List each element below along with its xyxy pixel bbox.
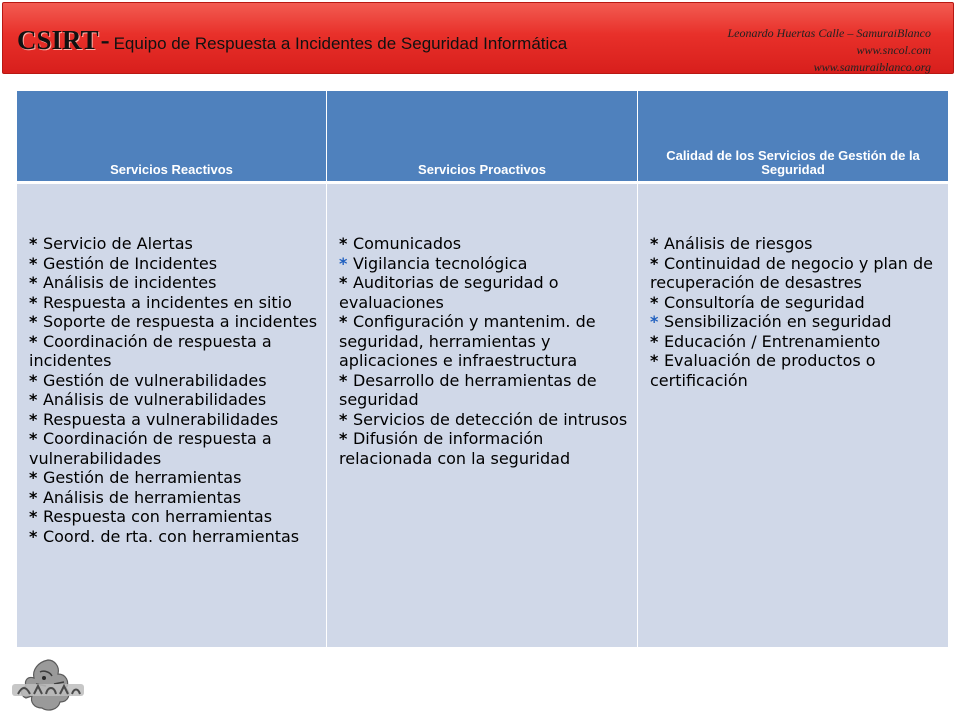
column-header-quality: Calidad de los Servicios de Gestión de la Seguridad xyxy=(638,91,948,181)
list-item xyxy=(29,371,318,391)
bullet-star: * xyxy=(339,429,353,448)
bullet-star: * xyxy=(29,331,43,351)
list-item-text: Difusión de información relacionada con la seguridad xyxy=(339,429,571,468)
list-item-text: Coordinación de respuesta a vulnerabilidades xyxy=(29,429,272,468)
bullet-star: * xyxy=(650,253,664,273)
list-item-text: Gestión de Incidentes xyxy=(42,253,218,273)
bullet-star: * xyxy=(29,273,43,292)
bullet-star: * xyxy=(29,526,43,546)
list-item xyxy=(650,312,940,332)
bullet-star: * xyxy=(29,234,43,253)
list-item-text: Auditorias de seguridad o evaluaciones xyxy=(339,273,559,312)
site-link-1: www.sncol.com xyxy=(856,43,931,57)
bullet-star: * xyxy=(650,312,664,331)
column-header-proactive: Servicios Proactivos xyxy=(327,91,638,181)
list-item-text: Desarrollo de herramientas de seguridad xyxy=(339,370,597,409)
list-item xyxy=(339,312,629,371)
list-item xyxy=(29,468,318,488)
list-item xyxy=(339,234,629,254)
list-item-text: Gestión de vulnerabilidades xyxy=(42,370,267,390)
site-link-2: www.samuraiblanco.org xyxy=(813,60,931,74)
list-item-text: Análisis de herramientas xyxy=(42,487,242,507)
list-item-text: Educación / Entrenamiento xyxy=(663,331,881,351)
list-item-text: Respuesta a vulnerabilidades xyxy=(42,409,279,429)
list-item-text: Gestión de herramientas xyxy=(42,468,242,487)
proactive-services-list xyxy=(339,234,629,468)
bullet-star: * xyxy=(650,331,664,351)
list-item-text: Configuración y mantenim. de seguridad, herramientas y aplicaciones e infraestructura xyxy=(339,312,596,370)
bullet-star: * xyxy=(650,234,664,253)
list-item xyxy=(29,234,318,254)
list-item xyxy=(650,332,940,352)
column-header-reactive: Servicios Reactivos xyxy=(17,91,327,181)
list-item xyxy=(339,254,629,274)
credits xyxy=(727,25,931,76)
title-dash: - xyxy=(100,25,110,55)
bullet-star: * xyxy=(29,370,43,390)
list-item xyxy=(29,390,318,410)
list-item-text: Análisis de incidentes xyxy=(42,273,217,292)
list-item-text: Coord. de rta. con herramientas xyxy=(42,526,300,546)
proactive-services-cell xyxy=(327,181,638,647)
list-item xyxy=(29,273,318,293)
list-item xyxy=(29,254,318,274)
page-title xyxy=(17,25,567,56)
list-item-text: Respuesta a incidentes en sitio xyxy=(42,292,292,312)
bullet-star: * xyxy=(29,468,43,487)
list-item xyxy=(29,507,318,527)
list-item xyxy=(650,254,940,293)
list-item xyxy=(650,293,940,313)
list-item xyxy=(29,410,318,430)
list-item xyxy=(339,410,629,430)
author-credit: Leonardo Huertas Calle – SamuraiBlanco xyxy=(727,26,931,40)
quality-services-list xyxy=(650,234,940,390)
list-item-text: Servicios de detección de intrusos xyxy=(352,409,628,429)
bullet-star: * xyxy=(29,390,43,409)
bullet-star: * xyxy=(29,487,43,507)
list-item xyxy=(339,371,629,410)
bullet-star: * xyxy=(29,312,43,331)
list-item-text: Respuesta con herramientas xyxy=(42,507,273,526)
bullet-star: * xyxy=(339,273,353,292)
list-item xyxy=(29,293,318,313)
list-item xyxy=(29,429,318,468)
title-acronym: CSIRT xyxy=(17,25,99,55)
list-item-text: Vigilancia tecnológica xyxy=(352,253,528,273)
list-item-text: Soporte de respuesta a incidentes xyxy=(42,312,318,331)
list-item xyxy=(339,273,629,312)
dragon-logo-icon xyxy=(8,656,88,716)
list-item xyxy=(339,429,629,468)
list-item-text: Consultoría de seguridad xyxy=(663,292,865,312)
list-item-text: Coordinación de respuesta a incidentes xyxy=(29,331,272,370)
reactive-services-cell xyxy=(17,181,327,647)
list-item-text: Análisis de vulnerabilidades xyxy=(42,390,267,409)
bullet-star: * xyxy=(650,292,664,312)
bullet-star: * xyxy=(339,234,353,253)
list-item-text: Sensibilización en seguridad xyxy=(663,312,892,331)
list-item-text: Continuidad de negocio y plan de recuperación de desastres xyxy=(650,253,934,292)
reactive-services-list xyxy=(29,234,318,546)
title-banner xyxy=(2,2,954,74)
title-subtitle: Equipo de Respuesta a Incidentes de Seguridad Informática xyxy=(113,34,568,53)
bullet-star: * xyxy=(339,312,353,331)
bullet-star: * xyxy=(650,351,664,370)
quality-services-cell xyxy=(638,181,948,647)
list-item xyxy=(650,234,940,254)
list-item-text: Comunicados xyxy=(352,234,462,253)
bullet-star: * xyxy=(29,429,43,448)
bullet-star: * xyxy=(339,253,353,273)
list-item xyxy=(650,351,940,390)
services-table xyxy=(17,91,948,647)
bullet-star: * xyxy=(29,409,43,429)
list-item xyxy=(29,332,318,371)
bullet-star: * xyxy=(29,292,43,312)
list-item xyxy=(29,312,318,332)
bullet-star: * xyxy=(29,253,43,273)
list-item-text: Servicio de Alertas xyxy=(42,234,193,253)
bullet-star: * xyxy=(29,507,43,526)
bullet-star: * xyxy=(339,409,353,429)
list-item xyxy=(29,527,318,547)
list-item xyxy=(29,488,318,508)
list-item-text: Evaluación de productos o certificación xyxy=(650,351,876,390)
bullet-star: * xyxy=(339,370,353,390)
list-item-text: Análisis de riesgos xyxy=(663,234,813,253)
